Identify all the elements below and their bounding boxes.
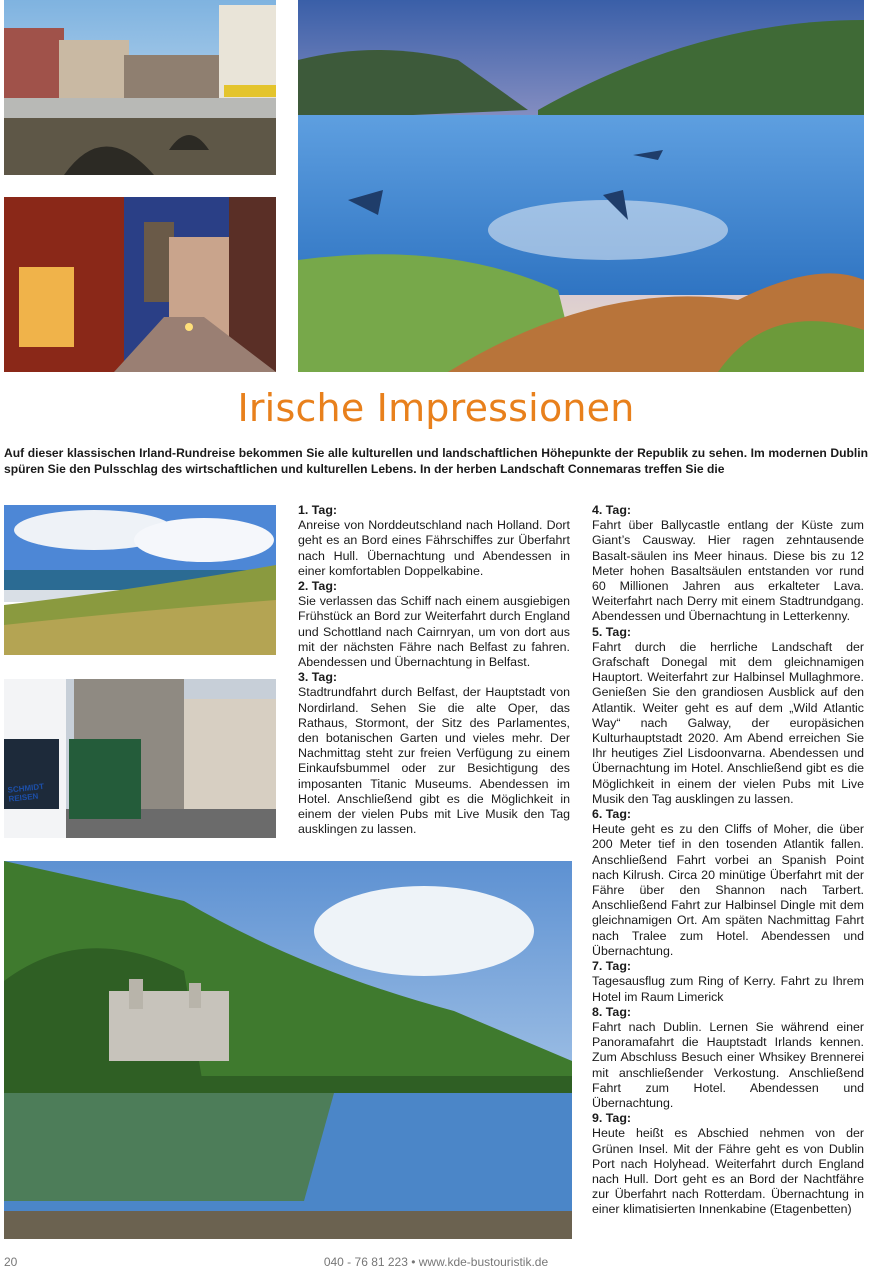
itinerary-column-left [298,503,570,837]
day-block [592,625,864,807]
day-title: 5. Tag: [592,624,632,639]
day-block [592,1005,864,1111]
day-text: Fahrt über Ballycastle entlang der Küste zum Giant’s Causway. Hier ragen zehntausende Basalt-säulen ins Meer hinaus. Diese bis zu 12 Meter hohen Basaltsäulen entstanden vor rund 60 Millionen Jahren aus erkalteter Lava. Weiterfahrt nach Derry mit einem Stadtrundgang. Abendessen und Übernachtung in Letterkenny. [592,518,864,624]
beach-dunes-photo [4,505,276,655]
footer-contact: 040 - 76 81 223 • www.kde-bustouristik.de [323,1255,549,1269]
day-text: Sie verlassen das Schiff nach einem ausgiebigen Frühstück an Bord zur Weiterfahrt durch England und Schottland nach Cairnryan, um von dort aus mit der nächsten Fähre nach Belfast zu fahren. Abendessen und Übernachtung in Belfast. [298,594,570,670]
day-title: 6. Tag: [592,807,632,822]
day-title: 3. Tag: [298,670,338,685]
bus-sign-text: SCHMIDT REISEN [7,781,45,804]
day-text: Tagesausflug zum Ring of Kerry. Fahrt zu Ihrem Hotel im Raum Limerick [592,974,864,1004]
itinerary-column-right [592,503,864,1218]
day-block [298,579,570,670]
day-title: 2. Tag: [298,579,338,594]
day-text: Fahrt durch die herrliche Landschaft der Grafschaft Donegal mit dem gleichnamigen Hauptort. Weiterfahrt zur Halbinsel Mullaghmore. Genießen Sie den grandiosen Ausblick auf den Atlantik. Weiter geht es auf dem „Wild Atlantic Way“ nach Galway, der europäsichen Kulturhauptstadt 2020. Am Abend erreichen Sie Ihr heutiges Ziel Lisdoonvarna. Abendessen und Übernachtung im Hotel. Anschließend gibt es die Möglichkeit in einem der vielen Pubs mit Live Musik den Tag ausklingen zu lassen. [592,639,864,806]
day-block [298,503,570,579]
day-text: Heute heißt es Abschied nehmen von der Grünen Insel. Mit der Fähre geht es von Dublin Port nach Holyhead. Weiterfahrt durch England nach Hull. Dort geht es an Bord der Nachtfähre zur Überfahrt nach Rotterdam. Übernachtung in einer klimatisierten Innenkabine (Etagenbetten) [592,1126,864,1217]
page-number: 20 [4,1255,18,1269]
kylemore-abbey-photo [4,861,572,1239]
page-title: Irische Impressionen [237,386,635,430]
day-text: Heute geht es zu den Cliffs of Moher, die über 200 Meter tief in den tosenden Atlantik fallen. Anschließend Fahrt vorbei an Spanish Point nach Kilrush. Circa 20 minütige Überfahrt mit der Fähre über den Shannon nach Tarbert. Anschließend Fahrt zur Halbinsel Dingle mit dem gleichnamigen Ort. Am späten Nachmittag Fahrt nach Tralee zum Hotel. Abendessen und Übernachtung. [592,822,864,958]
intro-text: Auf dieser klassischen Irland-Rundreise bekommen Sie alle kulturellen und landschaftlichen Höhepunkte der Republik zu sehen. Im modernen Dublin spüren Sie den Pulsschlag des wirtschaftlichen und kulturellen Lebens. In der herben Landschaft Connemaras treffen Sie die [4,446,868,476]
day-text: Fahrt nach Dublin. Lernen Sie während einer Panoramafahrt die Hauptstadt Irlands kennen. Zum Abschluss Besuch einer Whsikey Brennerei mit anschließender Verkostung. Anschließend Fahrt zum Hotel. Abendessen und Übernachtung. [592,1019,864,1110]
killarney-lake-photo [298,0,864,372]
dublin-bridge-photo [4,0,276,175]
day-block [592,503,864,625]
day-block [592,1111,864,1217]
day-block [298,670,570,837]
day-block [592,959,864,1005]
day-title: 7. Tag: [592,959,632,974]
day-text: Anreise von Norddeutschland nach Holland. Dort geht es an Bord eines Fährschiffes zur Überfahrt nach Hull. Übernachtung und Abendessen in einer komfortablen Doppelkabine. [298,518,570,578]
day-title: 8. Tag: [592,1004,632,1019]
day-title: 4. Tag: [592,503,632,517]
street-night-photo [4,197,276,372]
bus-belfast-photo [4,679,276,838]
day-text: Stadtrundfahrt durch Belfast, der Hauptstadt von Nordirland. Sehen Sie die alte Oper, das Rathaus, Stormont, der Sitz des Parlamentes, den botanischen Garten und vieles mehr. Der Nachmittag steht zur freien Verfügung zu einem Einkaufsbummel oder zur Besichtigung des imposanten Titanic Museums. Abendessen im Hotel. Anschließend gibt es die Möglichkeit in einem der vielen Pubs mit Live Musik den Tag ausklingen zu lassen. [298,685,570,837]
day-title: 1. Tag: [298,503,338,517]
day-title: 9. Tag: [592,1111,632,1126]
day-block [592,807,864,959]
